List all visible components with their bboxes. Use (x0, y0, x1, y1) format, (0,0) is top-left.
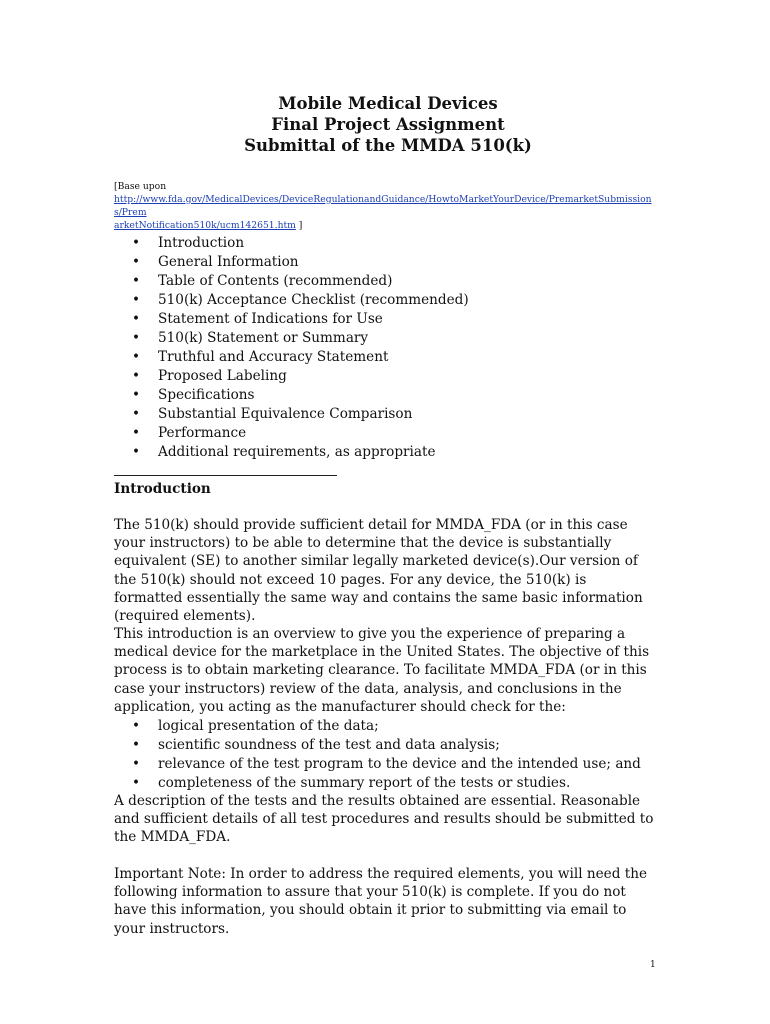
intro-paragraph-1: The 510(k) should provide sufficient detail for MMDA_FDA (or in this case your instructors) to be able to determine that the device is substantially equivalent (SE) to another similar legally marketed device(s).Our version of the 510(k) should not exceed 10 pages. For any device, the 510(k) is formatted essentially the same way and contains the same basic information (required elements). (114, 517, 643, 625)
reference-link-line-1[interactable]: http://www.fda.gov/MedicalDevices/DeviceRegulationandGuidance/HowtoMarketYourDevice/PremarketSubmissions/Prem (114, 194, 652, 218)
list-item (132, 272, 469, 291)
list-item (132, 755, 641, 774)
bullet-icon: • (132, 737, 141, 753)
title-line-3: Submittal of the MMDA 510(k) (244, 136, 532, 155)
list-item (132, 717, 641, 736)
bullet-icon: • (132, 235, 141, 251)
page-number: 1 (650, 960, 656, 970)
section-divider (114, 475, 337, 476)
title-line-2: Final Project Assignment (271, 115, 505, 134)
reference-note (114, 180, 659, 232)
bullet-icon: • (132, 349, 141, 365)
section-heading-introduction: Introduction (114, 481, 211, 497)
list-item (132, 386, 469, 405)
reference-link-wrap-2 (114, 219, 659, 232)
list-item (132, 443, 469, 462)
document-title (0, 93, 770, 156)
bullet-icon: • (132, 254, 141, 270)
list-item-label: Specifications (158, 387, 255, 403)
list-item (132, 774, 641, 793)
list-item-label: Table of Contents (recommended) (158, 273, 393, 289)
intro-paragraph-3: A description of the tests and the results obtained are essential. Reasonable and sufficient details of all test procedures and results should be submitted to the MMDA_FDA. (114, 793, 654, 846)
list-item-label: 510(k) Acceptance Checklist (recommended) (158, 292, 469, 308)
bullet-icon: • (132, 273, 141, 289)
bullet-icon: • (132, 406, 141, 422)
list-item-label: scientific soundness of the test and data analysis; (158, 737, 500, 753)
bullet-icon: • (132, 387, 141, 403)
list-item-label: Performance (158, 425, 247, 441)
list-item-label: Additional requirements, as appropriate (158, 444, 436, 460)
list-item (132, 367, 469, 386)
important-note-paragraph: Important Note: In order to address the required elements, you will need the following information to assure that your 510(k) is complete. If you do not have this information, you should obtain it prior to submitting via email to your instructors. (114, 866, 647, 937)
bullet-icon: • (132, 718, 141, 734)
list-item-label: relevance of the test program to the device and the intended use; and (158, 756, 641, 772)
list-item-label: Truthful and Accuracy Statement (158, 349, 389, 365)
list-item (132, 329, 469, 348)
bullet-icon: • (132, 775, 141, 791)
list-item-label: completeness of the summary report of the tests or studies. (158, 775, 571, 791)
intro-paragraph-2: This introduction is an overview to give you the experience of preparing a medical device for the marketplace in the United States. The objective of this process is to obtain marketing clearance. To facilitate MMDA_FDA (or in this case your instructors) review of the data, analysis, and conclusions in the application, you acting as the manufacturer should check for the: (114, 626, 650, 715)
list-item (132, 253, 469, 272)
bullet-icon: • (132, 756, 141, 772)
list-item-label: Proposed Labeling (158, 368, 287, 384)
list-item (132, 348, 469, 367)
list-item-label: 510(k) Statement or Summary (158, 330, 369, 346)
title-line-1: Mobile Medical Devices (278, 94, 498, 113)
list-item (132, 291, 469, 310)
list-item-label: Substantial Equivalence Comparison (158, 406, 413, 422)
bullet-icon: • (132, 368, 141, 384)
bullet-icon: • (132, 444, 141, 460)
list-item-label: Introduction (158, 235, 245, 251)
bullet-icon: • (132, 425, 141, 441)
reference-prefix: [Base upon (114, 181, 167, 192)
reference-link-line-2[interactable]: arketNotification510k/ucm142651.htm (114, 220, 296, 231)
bullet-icon: • (132, 311, 141, 327)
manufacturer-checks-list (132, 717, 641, 793)
list-item-label: General Information (158, 254, 299, 270)
list-item (132, 310, 469, 329)
list-item (132, 736, 641, 755)
bullet-icon: • (132, 292, 141, 308)
reference-suffix: ] (295, 220, 303, 231)
list-item-label: Statement of Indications for Use (158, 311, 383, 327)
list-item (132, 424, 469, 443)
reference-link-wrap (114, 193, 659, 219)
bullet-icon: • (132, 330, 141, 346)
list-item (132, 405, 469, 424)
required-elements-list (132, 234, 469, 462)
list-item (132, 234, 469, 253)
list-item-label: logical presentation of the data; (158, 718, 379, 734)
